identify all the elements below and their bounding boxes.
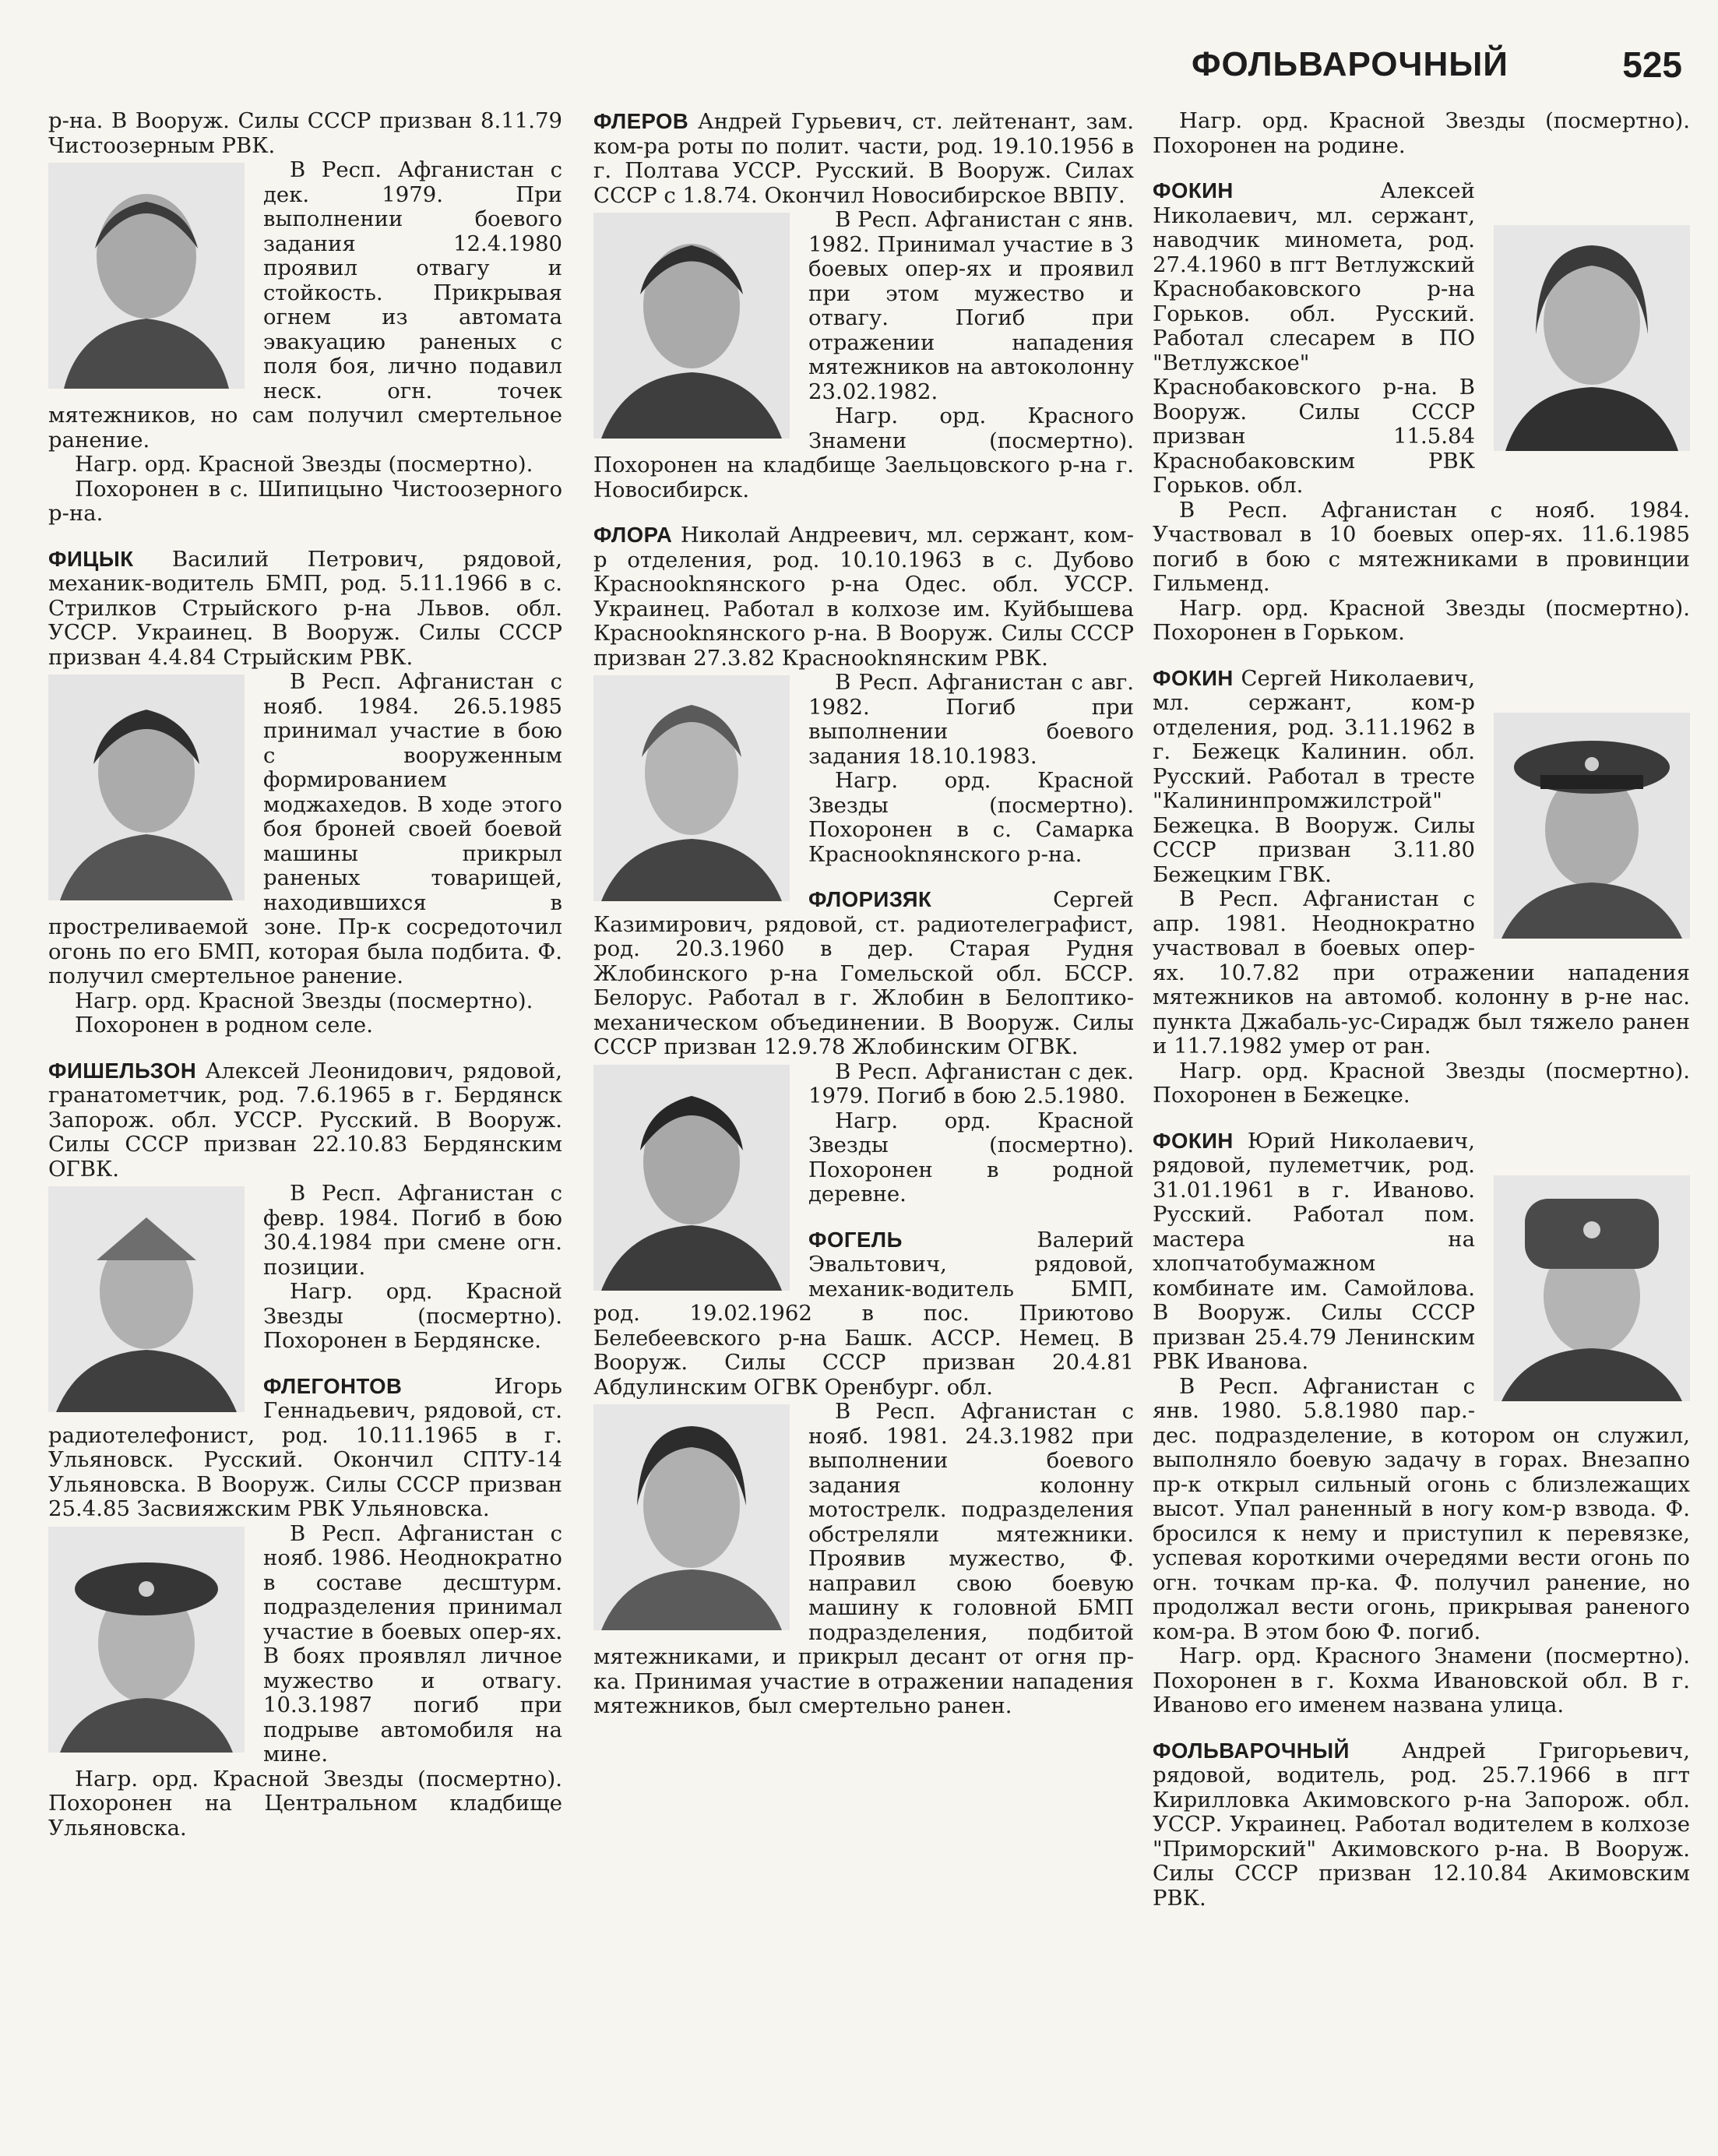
entry-body: Николай Андреевич, мл. сержант, ком-р отделения, род. 10.10.1963 в с. Дубово Краснооknянского р-на Одес. обл. УССР. Украинец. Работал в колхозе им. Куйбышева Краснооknянского р-на. В Вооруж. Силы СССР призван 27.3.82 Краснооknянским РВК. [593,523,1134,671]
entry-paragraph: Нагр. орд. Красной Звезды (посмертно). Похоронен на родине. [1153,109,1690,158]
entry-paragraph: Нагр. орд. Красной Звезды (посмертно). [75,988,533,1013]
entry-flegontov [48,1374,562,1841]
entry-surname: ФИШЕЛЬЗОН [48,1058,197,1083]
entry-surname: ФОКИН [1153,665,1234,690]
entry-surname: ФОКИН [1153,178,1234,203]
portrait-photo [48,1527,245,1753]
entry-paragraph: Нагр. орд. Красной Звезды (посмертно). Похоронен в Горьком. [1153,595,1690,645]
entry-paragraph: Нагр. орд. Красной Звезды (посмертно). Похоронен на Центральном кладбище Ульяновска. [48,1766,562,1841]
entry-body: Андрей Гурьевич, ст. лейтенант, зам. ком-ра роты по полит. части, род. 19.10.1956 в г. Полтава УССР. Русский. В Вооруж. Силах СССР с 1.8.74. Окончил Новосибирское ВВПУ. [593,109,1134,208]
entry-body: Алексей Николаевич, мл. сержант, наводчик миномета, род. 27.4.1960 в пгт Ветлужский Краснобаковского р-на Горьков. обл. Русский. Работал слесарем в ПО "Ветлужское" Краснобаковского р-на. В Вооруж. Силы СССР призван 11.5.84 Краснобаковским РВК Горьков. обл. [1153,178,1475,498]
portrait-photo [593,1065,790,1291]
entry-paragraph: В Респ. Афганистан с нояб. 1984. Участвовал в 10 боевых опер-ях. 11.6.1985 погиб в бою с мятежниками в провинции Гильменд. [1153,497,1690,596]
entry-paragraph: В Респ. Афганистан с дек. 1979. Погиб в бою 2.5.1980. [808,1059,1134,1108]
entry-surname: ФЛОРИЗЯК [808,887,932,911]
entry-flerov [593,109,1134,502]
page-number: 525 [1622,44,1682,85]
entry-surname: ФОКИН [1153,1128,1234,1153]
entry-continued [1153,109,1690,158]
portrait-photo [48,163,245,389]
entry-flora [593,523,1134,867]
entry-body: Андрей Григорьевич, рядовой, водитель, род. 25.7.1966 в пгт Кирилловка Акимовского р-на Запорож. обл. УССР. Украинец. Работал водителем в колхозе "Приморский" Акимовского р-на. В Вооруж. Силы СССР призван 12.10.84 Акимовским РВК. [1153,1738,1690,1911]
entry-surname: ФЛОРА [593,523,673,547]
entry-surname: ФЛЕГОНТОВ [263,1373,403,1398]
portrait-photo [593,675,790,901]
entry-fokin-yurii [1153,1129,1690,1718]
entry-fokin-sergei [1153,666,1690,1108]
portrait-photo [1494,713,1690,939]
portrait-photo [593,1404,790,1630]
entry-florizyak [593,887,1134,1207]
entry-fitsyk [48,547,562,1038]
entry-body: Сергей Николаевич, мл. сержант, ком-р отделения, род. 3.11.1962 в г. Бежецк Калинин. обл. Русский. Работал в тресте "Калининпромжилстрой" Бежецка. В Вооруж. Силы СССР призван 3.11.80 Бежецким ГВК. [1153,665,1475,887]
entry-body: Игорь Геннадьевич, рядовой, ст. радиотелефонист, род. 10.11.1965 в г. Ульяновск. Русский. Окончил СПТУ-14 Ульяновска. В Вооруж. Силы СССР призван 25.4.85 Засвияжским РВК Ульяновска. [48,1373,562,1521]
entry-surname: ФОГЕЛЬ [808,1227,903,1252]
entry-paragraph: В Респ. Афганистан с авг. 1982. Погиб при выполнении боевого задания 18.10.1983. [808,670,1134,769]
entry-paragraph: Нагр. орд. Красной Звезды (посмертно). Похоронен в Бердянске. [263,1279,562,1353]
portrait-photo [1494,1175,1690,1401]
entry-paragraph: Похоронен в родном селе. [75,1013,373,1037]
entry-paragraph: В Респ. Афганистан с янв. 1982. Принимал участие в 3 боевых опер-ях и проявил при этом мужество и отвагу. Погиб при отражении нападения мятежников на автоколонну 23.02.1982. [808,207,1134,404]
entry-body: Юрий Николаевич, рядовой, пулеметчик, род. 31.01.1961 в г. Иваново. Русский. Работал пом. мастера на хлопчатобумажном комбинате им. Самойлова. В Вооруж. Силы СССР призван 25.4.79 Ленинским РВК Иванова. [1153,1128,1475,1374]
portrait-photo [48,675,245,900]
column-1 [48,109,562,2134]
entry-body: р-на. В Вооруж. Силы СССР призван 8.11.79 Чистоозерным РВК. [48,109,562,158]
entry-paragraph: Нагр. орд. Красной Звезды (посмертно). Похоронен в родной деревне. [808,1108,1134,1207]
entry-fogel [593,1228,1134,1719]
entry-body: Василий Петрович, рядовой, механик-водитель БМП, род. 5.11.1966 в с. Стрилков Стрыйского р-на Львов. обл. УССР. Украинец. В Вооруж. Силы СССР призван 4.4.84 Стрыйским РВК. [48,546,562,670]
entry-paragraph: В Респ. Афганистан с янв. 1980. 5.8.1980 пар.-дес. подразделение, в котором он служил, выполняло боевую задачу в горах. Внезапно пр-к открыл сильный огонь с близлежащих высот. Упал раненный в ногу ком-р взвода. Ф. бросился к нему и приступил к перевязке, успевая короткими очередями вести огонь по огн. точкам пр-ка. Ф. получил ранение, но продолжал вести огонь, прикрывая раненого ком-ра. В этом бою Ф. погиб. [1153,1373,1690,1644]
entry-body: Валерий Эвальтович, рядовой, механик-водитель БМП, род. 19.02.1962 в пос. Приютово Белебеевского р-на Башк. АССР. Немец. В Вооруж. Силы СССР призван 20.4.81 Абдулинским ОГВК Оренбург. обл. [593,1227,1134,1400]
entry-paragraph: Нагр. орд. Красного Знамени (посмертно). Похоронен в г. Кохма Ивановской обл. В г. Иваново его именем названа улица. [1153,1643,1690,1717]
entry-paragraph: В Респ. Афганистан с дек. 1979. При выполнении боевого задания 12.4.1980 проявил отвагу и стойкость. Прикрывая огнем из автомата эвакуацию раненых с поля боя, лично подавил неск. огн. точек мятежников, но сам получил смертельное ранение. [48,157,562,453]
column-2 [593,109,1134,2134]
running-head: ФОЛЬВАРОЧНЫЙ [1192,45,1509,83]
column-3 [1153,109,1690,2134]
entry-body: Алексей Леонидович, рядовой, гранатометчик, род. 7.6.1965 в г. Бердянск Запорож. обл. УССР. Русский. В Вооруж. Силы СССР призван 22.10.83 Бердянским ОГВК. [48,1058,562,1182]
entry-body: Сергей Казимирович, рядовой, ст. радиотелеграфист, род. 20.3.1960 в дер. Старая Рудня Жлобинского р-на Гомельской обл. БССР. Белорус. Работал в г. Жлобин в Белоптико-механическом объединении. В Вооруж. Силы СССР призван 12.9.78 Жлобинским ОГВК. [593,887,1134,1059]
entry-paragraph: В Респ. Афганистан с апр. 1981. Неоднократно участвовал в боевых опер-ях. 10.7.82 при отражении нападения мятежников на автомоб. колонну в р-не нас. пункта Джабаль-ус-Сирадж был тяжело ранен и 11.7.1982 умер от ран. [1153,886,1690,1059]
entry-paragraph: В Респ. Афганистан с нояб. 1984. 26.5.1985 принимал участие в бою с вооруженным формированием моджахедов. В ходе этого боя броней своей боевой машины прикрыл раненых товарищей, находившихся в простреливаемой зоне. Пр-к сосредоточил огонь по его БМП, которая была подбита. Ф. получил смертельное ранение. [48,669,562,988]
entry-paragraph: Нагр. орд. Красной Звезды (посмертно). [75,452,533,477]
entry-paragraph: Нагр. орд. Красной Звезды (посмертно). Похоронен в с. Самарка Краснооknянского р-на. [808,768,1134,867]
entry-surname: ФОЛЬВАРОЧНЫЙ [1153,1738,1350,1763]
entry-surname: ФИЦЫК [48,546,134,571]
entry-folvarochny [1153,1739,1690,1911]
entry-surname: ФЛЕРОВ [593,109,689,133]
portrait-photo [1494,225,1690,451]
entry-paragraph: В Респ. Афганистан с нояб. 1981. 24.3.1982 при выполнении боевого задания колонну мотострелк. подразделения обстреляли мятежники. Проявив мужество, Ф. направил свою боевую машину к головной БМП подразделения, подбитой мятежниками, и прикрыл десант от огня пр-ка. Принимая участие в отражении нападения мятежников, был смертельно ранен. [593,1399,1134,1718]
portrait-photo [593,213,790,439]
entry-fishelzon [48,1059,562,1354]
page-header [1192,37,1682,92]
portrait-photo [48,1186,245,1412]
entry-fokin-aleksei [1153,178,1690,646]
entry-paragraph: Нагр. орд. Красной Звезды (посмертно). Похоронен в Бежецке. [1153,1058,1690,1108]
entry-paragraph: В Респ. Афганистан с нояб. 1986. Неоднократно в составе десштурм. подразделения принимал участие в боевых опер-ях. В боях проявлял личное мужество и отвагу. 10.3.1987 погиб при подрыве автомобиля на мине. [263,1520,562,1767]
entry-paragraph: Похоронен в с. Шипицыно Чистоозерного р-на. [48,476,562,526]
entry-paragraph: В Респ. Афганистан с февр. 1984. Погиб в бою 30.4.1984 при смене огн. позиции. [263,1181,562,1280]
entry-continued [48,109,562,527]
entry-paragraph: Нагр. орд. Красного Знамени (посмертно). Похоронен на кладбище Заельцовского р-на г. Новосибирск. [593,403,1134,502]
